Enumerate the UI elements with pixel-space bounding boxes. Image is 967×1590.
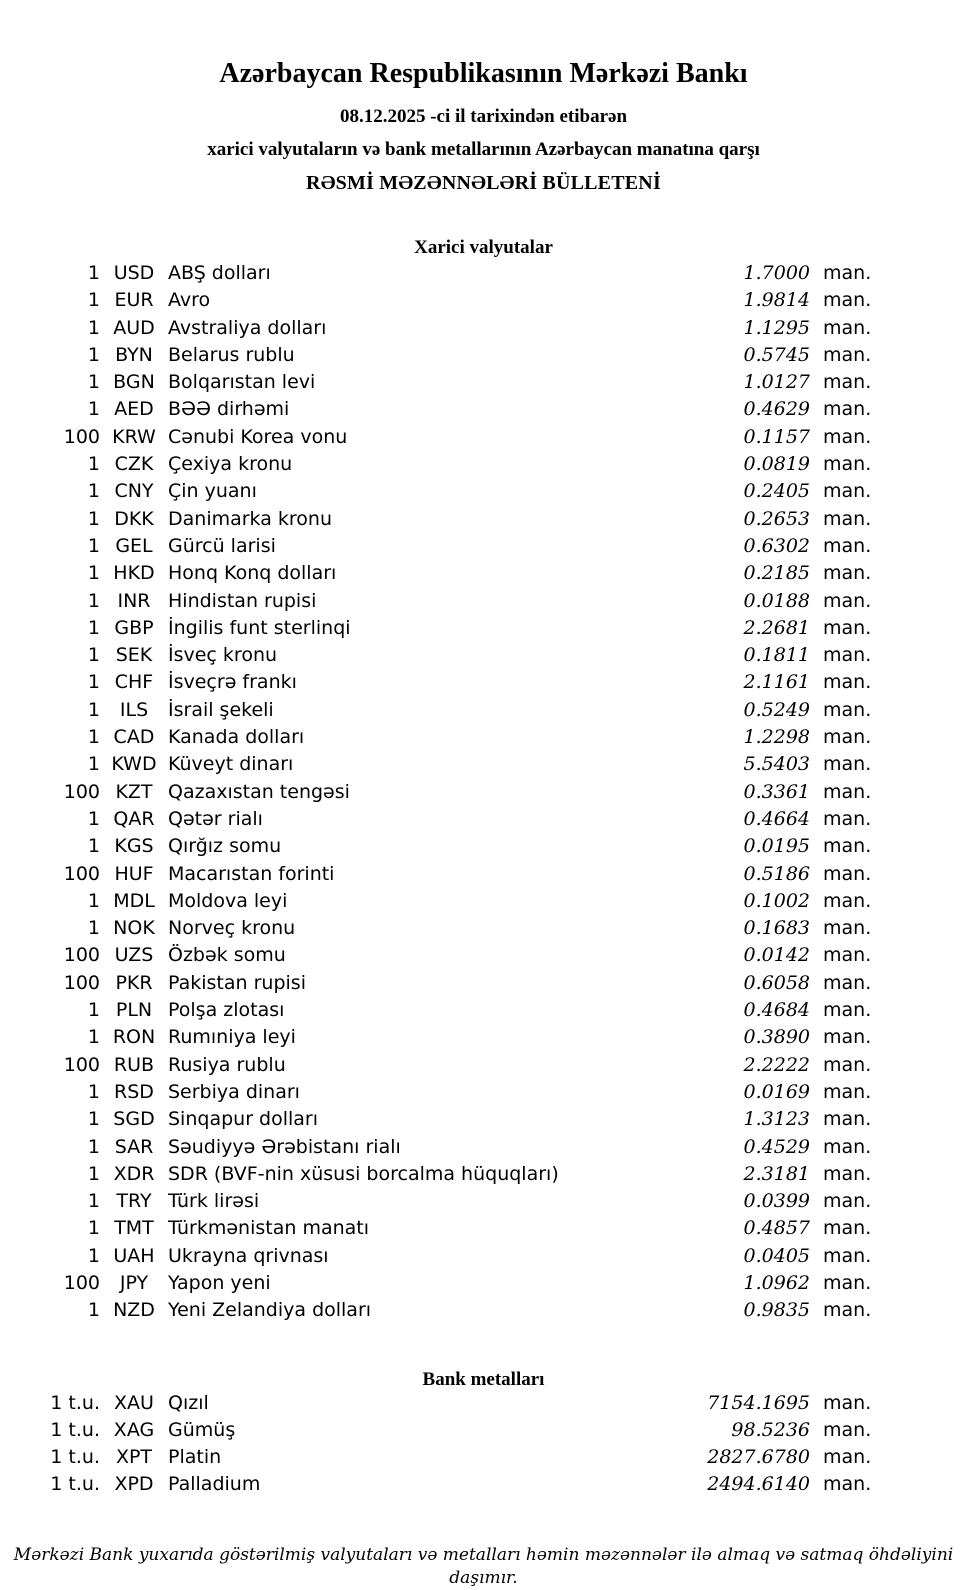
currency-code: USD [113, 262, 155, 284]
currency-name: Cənubi Korea vonu [168, 425, 348, 448]
currency-rate: 2.2681 [743, 616, 810, 639]
currency-row [0, 1136, 967, 1163]
currency-quantity: 1 [87, 1217, 100, 1240]
currency-rate: 0.0195 [743, 835, 810, 858]
metal-code: XPT [115, 1446, 153, 1469]
currency-quantity: 100 [63, 971, 100, 994]
metals-table [0, 1392, 967, 1501]
currency-rate: 0.2653 [743, 507, 810, 530]
currency-unit-label: man. [823, 534, 872, 557]
currency-rate: 0.0142 [743, 944, 810, 967]
currency-code: HKD [113, 562, 155, 585]
currency-row [0, 1163, 967, 1190]
currency-row [0, 562, 967, 589]
metal-unit-label: man. [823, 1391, 872, 1414]
currency-rate: 0.0399 [743, 1190, 810, 1213]
currency-name: Yeni Zelandiya dolları [168, 1299, 372, 1322]
currency-row [0, 371, 967, 398]
currency-quantity: 1 [87, 398, 100, 421]
currency-quantity: 1 [87, 534, 100, 557]
currency-row [0, 1245, 967, 1272]
currency-unit-label: man. [823, 343, 872, 366]
currency-unit-label: man. [823, 1108, 872, 1131]
bulletin-title: RƏSMİ MƏZƏNNƏLƏRİ BÜLLETENİ [306, 172, 661, 194]
currency-rate: 1.0127 [743, 371, 810, 394]
currency-row [0, 671, 967, 698]
currency-name: İsrail şekeli [168, 698, 274, 721]
currency-quantity: 1 [87, 262, 100, 284]
currency-row [0, 480, 967, 507]
currency-code: UZS [114, 944, 154, 967]
currency-code: GEL [115, 534, 153, 557]
currency-code: ILS [119, 698, 149, 721]
currency-row [0, 1108, 967, 1135]
currency-quantity: 100 [63, 862, 100, 885]
currency-code: RON [112, 1026, 156, 1049]
currency-name: Qətər rialı [168, 807, 263, 830]
currency-quantity: 1 [87, 1299, 100, 1322]
currency-code: AUD [113, 316, 155, 339]
currency-row [0, 890, 967, 917]
currency-unit-label: man. [823, 1135, 872, 1158]
currency-rate: 0.3361 [743, 780, 810, 803]
currency-name: Honq Konq dolları [168, 562, 337, 585]
currency-row [0, 317, 967, 344]
currency-quantity: 1 [87, 671, 100, 694]
currency-rate: 1.7000 [743, 262, 810, 284]
currency-code: NZD [113, 1299, 155, 1322]
currency-rate: 1.0962 [743, 1271, 810, 1294]
currency-code: NOK [113, 917, 155, 940]
currency-rate: 0.5249 [743, 698, 810, 721]
currency-code: TRY [116, 1190, 152, 1213]
currency-row [0, 617, 967, 644]
currency-rate: 0.1811 [743, 644, 810, 667]
currency-name: Çin yuanı [168, 480, 257, 503]
currency-quantity: 1 [87, 480, 100, 503]
currency-row [0, 398, 967, 425]
currency-unit-label: man. [823, 835, 872, 858]
currency-rate: 0.9835 [743, 1299, 810, 1322]
currency-code: KZT [115, 780, 153, 803]
currency-unit-label: man. [823, 371, 872, 394]
metal-quantity: 1 t.u. [50, 1446, 100, 1469]
currency-code: TMT [114, 1217, 154, 1240]
currency-unit-label: man. [823, 1190, 872, 1213]
currency-quantity: 1 [87, 807, 100, 830]
currency-row [0, 699, 967, 726]
currency-quantity: 1 [87, 753, 100, 776]
currency-row [0, 944, 967, 971]
currency-unit-label: man. [823, 616, 872, 639]
currency-quantity: 1 [87, 1244, 100, 1267]
currencies-section-title: Xarici valyutalar [414, 237, 553, 258]
currency-code: GBP [114, 616, 154, 639]
currency-row [0, 590, 967, 617]
metal-code: XAU [114, 1391, 154, 1414]
currency-quantity: 1 [87, 1026, 100, 1049]
currency-code: SAR [114, 1135, 154, 1158]
currency-name: Danimarka kronu [168, 507, 333, 530]
currency-name: Polşa zlotası [168, 999, 285, 1022]
currency-rate: 0.4529 [743, 1135, 810, 1158]
currency-rate: 2.1161 [743, 671, 810, 694]
currency-quantity: 1 [87, 1135, 100, 1158]
currency-quantity: 1 [87, 507, 100, 530]
metal-rate: 7154.1695 [707, 1391, 810, 1414]
metal-rate: 2494.6140 [707, 1473, 810, 1496]
currency-name: İngilis funt sterlinqi [168, 616, 351, 639]
currency-unit-label: man. [823, 753, 872, 776]
currency-code: BYN [115, 343, 153, 366]
currency-name: Türkmənistan manatı [168, 1217, 370, 1240]
currency-quantity: 1 [87, 999, 100, 1022]
currency-rate: 0.1157 [743, 425, 810, 448]
currency-unit-label: man. [823, 289, 872, 312]
currency-code: SEK [115, 644, 153, 667]
currency-unit-label: man. [823, 1026, 872, 1049]
currency-code: SGD [113, 1108, 155, 1131]
currency-rate: 1.3123 [743, 1108, 810, 1131]
currency-name: Rusiya rublu [168, 1053, 286, 1076]
currency-name: Moldova leyi [168, 889, 288, 912]
currency-row [0, 1299, 967, 1326]
currency-row [0, 1217, 967, 1244]
currency-rate: 0.6302 [743, 534, 810, 557]
currency-quantity: 100 [63, 1053, 100, 1076]
currency-name: Avstraliya dolları [168, 316, 327, 339]
currency-name: Serbiya dinarı [168, 1080, 300, 1103]
currency-name: Küveyt dinarı [168, 753, 294, 776]
currency-name: Macarıstan forinti [168, 862, 335, 885]
metal-name: Gümüş [168, 1418, 236, 1441]
currency-quantity: 1 [87, 835, 100, 858]
currency-quantity: 1 [87, 1162, 100, 1185]
currency-name: İsveç kronu [168, 644, 278, 667]
currency-quantity: 1 [87, 889, 100, 912]
currency-unit-label: man. [823, 480, 872, 503]
currency-unit-label: man. [823, 1271, 872, 1294]
metal-code: XAG [113, 1418, 155, 1441]
currency-name: Hindistan rupisi [168, 589, 317, 612]
metal-unit-label: man. [823, 1473, 872, 1496]
metal-row [0, 1392, 967, 1419]
metal-row [0, 1419, 967, 1446]
currency-rate: 0.4857 [743, 1217, 810, 1240]
metal-rate: 98.5236 [731, 1418, 810, 1441]
currency-rate: 0.4684 [743, 999, 810, 1022]
currency-code: CZK [114, 453, 154, 476]
currency-unit-label: man. [823, 453, 872, 476]
currency-code: KGS [114, 835, 154, 858]
currency-code: KWD [111, 753, 157, 776]
currency-row [0, 289, 967, 316]
currency-unit-label: man. [823, 1244, 872, 1267]
currency-unit-label: man. [823, 1299, 872, 1322]
currency-rate: 0.2405 [743, 480, 810, 503]
currency-row [0, 344, 967, 371]
currency-code: UAH [113, 1244, 155, 1267]
currency-name: Ukrayna qrivnası [168, 1244, 329, 1267]
currency-code: RUB [113, 1053, 155, 1076]
currency-row [0, 753, 967, 780]
currency-row [0, 726, 967, 753]
metal-unit-label: man. [823, 1418, 872, 1441]
currency-unit-label: man. [823, 889, 872, 912]
currency-rate: 0.4629 [743, 398, 810, 421]
currency-code: RSD [114, 1080, 154, 1103]
currency-name: Pakistan rupisi [168, 971, 306, 994]
currency-quantity: 1 [87, 562, 100, 585]
metal-quantity: 1 t.u. [50, 1473, 100, 1496]
currency-quantity: 1 [87, 589, 100, 612]
currency-row [0, 808, 967, 835]
currency-row [0, 1081, 967, 1108]
currency-unit-label: man. [823, 917, 872, 940]
currency-name: Özbək somu [168, 944, 286, 967]
currency-row [0, 1190, 967, 1217]
currency-unit-label: man. [823, 999, 872, 1022]
currency-code: BGN [113, 371, 155, 394]
currency-quantity: 1 [87, 1190, 100, 1213]
currency-rate: 0.4664 [743, 807, 810, 830]
currency-row [0, 1054, 967, 1081]
currency-row [0, 917, 967, 944]
currency-quantity: 100 [63, 1271, 100, 1294]
currency-name: Qırğız somu [168, 835, 282, 858]
currency-name: İsveçrə frankı [168, 671, 297, 694]
subject-line: xarici valyutaların və bank metallarının Azərbaycan manatına qarşı [207, 139, 760, 160]
currency-code: CHF [114, 671, 154, 694]
currency-rate: 0.5745 [743, 343, 810, 366]
currency-name: Norveç kronu [168, 917, 296, 940]
currency-unit-label: man. [823, 780, 872, 803]
currency-name: Gürcü larisi [168, 534, 276, 557]
metal-name: Qızıl [168, 1391, 209, 1414]
currency-code: JPY [119, 1271, 149, 1294]
metal-rate: 2827.6780 [707, 1446, 810, 1469]
currency-unit-label: man. [823, 644, 872, 667]
currency-rate: 0.6058 [743, 971, 810, 994]
currency-unit-label: man. [823, 971, 872, 994]
currency-quantity: 1 [87, 371, 100, 394]
currency-name: Bolqarıstan levi [168, 371, 316, 394]
metal-row [0, 1473, 967, 1500]
currency-quantity: 1 [87, 343, 100, 366]
currency-row [0, 508, 967, 535]
currency-row [0, 781, 967, 808]
currency-unit-label: man. [823, 589, 872, 612]
metal-name: Platin [168, 1446, 222, 1469]
currency-quantity: 1 [87, 917, 100, 940]
currency-quantity: 100 [63, 780, 100, 803]
currency-rate: 0.0405 [743, 1244, 810, 1267]
metal-row [0, 1446, 967, 1473]
currency-name: SDR (BVF-nin xüsusi borcalma hüquqları) [168, 1162, 559, 1185]
currency-rate: 0.0188 [743, 589, 810, 612]
bank-title: Azərbaycan Respublikasının Mərkəzi Bankı [219, 58, 748, 89]
currency-code: EUR [114, 289, 154, 312]
currency-row [0, 453, 967, 480]
currency-unit-label: man. [823, 316, 872, 339]
currency-row [0, 1026, 967, 1053]
currency-name: Rumıniya leyi [168, 1026, 296, 1049]
currency-row [0, 999, 967, 1026]
currency-row [0, 262, 967, 289]
currency-unit-label: man. [823, 507, 872, 530]
currency-name: Avro [168, 289, 211, 312]
currency-unit-label: man. [823, 425, 872, 448]
currency-code: DKK [114, 507, 154, 530]
currency-name: Yapon yeni [168, 1271, 271, 1294]
currency-rate: 1.1295 [743, 316, 810, 339]
currency-unit-label: man. [823, 698, 872, 721]
currency-rate: 1.9814 [743, 289, 810, 312]
currency-rate: 0.0169 [743, 1080, 810, 1103]
currency-name: Belarus rublu [168, 343, 295, 366]
currency-quantity: 1 [87, 453, 100, 476]
currency-name: ABŞ dolları [168, 262, 271, 284]
currency-unit-label: man. [823, 944, 872, 967]
currency-unit-label: man. [823, 1080, 872, 1103]
currency-quantity: 1 [87, 726, 100, 749]
currency-rate: 2.3181 [743, 1162, 810, 1185]
currency-rate: 2.2222 [743, 1053, 810, 1076]
currency-quantity: 1 [87, 1108, 100, 1131]
currency-code: XDR [113, 1162, 155, 1185]
currency-code: HUF [114, 862, 154, 885]
currency-rate: 0.0819 [743, 453, 810, 476]
currency-code: PLN [115, 999, 153, 1022]
currency-row [0, 863, 967, 890]
currency-rate: 5.5403 [743, 753, 810, 776]
effective-date-line: 08.12.2025 -ci il tarixindən etibarən [339, 106, 628, 127]
currency-rate: 0.2185 [743, 562, 810, 585]
metal-code: XPD [114, 1473, 154, 1496]
currency-unit-label: man. [823, 1053, 872, 1076]
metal-quantity: 1 t.u. [50, 1418, 100, 1441]
currency-code: MDL [113, 889, 155, 912]
currency-name: Qazaxıstan tengəsi [168, 780, 350, 803]
disclaimer-text: Mərkəzi Bank yuxarıda göstərilmiş valyutaları və metalları həmin məzənnələr ilə almaq və satmaq öhdəliyini daşımır. [13, 1544, 954, 1588]
currency-name: BƏƏ dirhəmi [168, 398, 290, 421]
currency-name: Sinqapur dolları [168, 1108, 319, 1131]
currency-unit-label: man. [823, 862, 872, 885]
currency-code: CAD [113, 726, 155, 749]
currency-code: PKR [115, 971, 153, 994]
currency-quantity: 1 [87, 1080, 100, 1103]
currency-code: QAR [113, 807, 155, 830]
currency-code: INR [117, 589, 151, 612]
currencies-table [0, 262, 967, 1327]
bulletin-header [0, 0, 967, 196]
currency-row [0, 535, 967, 562]
currency-row [0, 972, 967, 999]
currency-unit-label: man. [823, 671, 872, 694]
currency-quantity: 1 [87, 316, 100, 339]
currency-row [0, 426, 967, 453]
metal-quantity: 1 t.u. [50, 1391, 100, 1414]
currency-code: CNY [114, 480, 154, 503]
currency-code: AED [114, 398, 154, 421]
currency-unit-label: man. [823, 807, 872, 830]
currency-quantity: 1 [87, 698, 100, 721]
currency-quantity: 1 [87, 616, 100, 639]
currency-quantity: 100 [63, 944, 100, 967]
currency-row [0, 1272, 967, 1299]
currency-quantity: 100 [63, 425, 100, 448]
currency-quantity: 1 [87, 289, 100, 312]
currency-row [0, 835, 967, 862]
currency-name: Türk lirəsi [168, 1190, 260, 1213]
currency-unit-label: man. [823, 1162, 872, 1185]
metal-name: Palladium [168, 1473, 261, 1496]
currency-rate: 0.3890 [743, 1026, 810, 1049]
currency-rate: 0.5186 [743, 862, 810, 885]
currency-name: Kanada dolları [168, 726, 305, 749]
currency-code: KRW [112, 425, 156, 448]
currency-quantity: 1 [87, 644, 100, 667]
currency-rate: 1.2298 [743, 726, 810, 749]
metal-unit-label: man. [823, 1446, 872, 1469]
currency-rate: 0.1002 [743, 889, 810, 912]
currency-name: Səudiyyə Ərəbistanı rialı [168, 1135, 401, 1158]
metals-section-title: Bank metalları [422, 1368, 545, 1390]
currency-rate: 0.1683 [743, 917, 810, 940]
currency-unit-label: man. [823, 262, 872, 284]
currency-unit-label: man. [823, 726, 872, 749]
currency-unit-label: man. [823, 398, 872, 421]
currency-row [0, 644, 967, 671]
currency-unit-label: man. [823, 562, 872, 585]
currency-name: Çexiya kronu [168, 453, 293, 476]
currency-unit-label: man. [823, 1217, 872, 1240]
